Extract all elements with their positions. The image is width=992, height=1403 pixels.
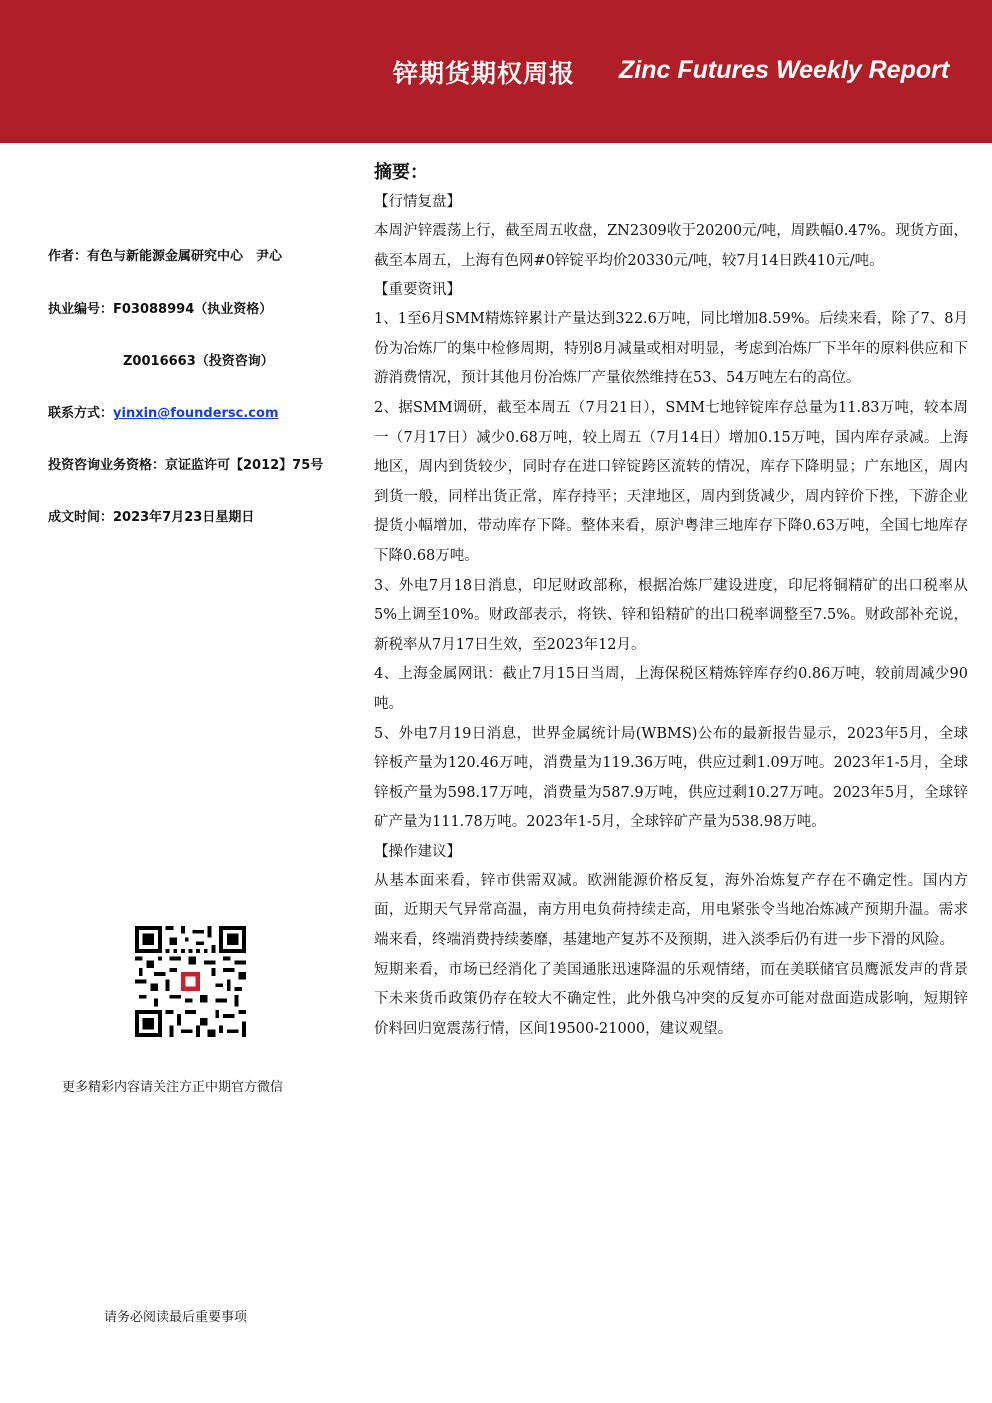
- news-item: 1、1至6月SMM精炼锌累计产量达到322.6万吨，同比增加8.59%。后续来看，除了7、8月份为冶炼厂的集中检修周期，特别8月减量或相对明显，考虑到冶炼厂下半年的原料供应和下游消费情况，预计其他月份冶炼厂产量依然维持在53、54万吨左右的高位。: [374, 311, 968, 387]
- date-line: 成文时间：2023年7月23日星期日: [48, 510, 255, 525]
- license-number-2: Z0016663（投资咨询）: [123, 354, 274, 369]
- contact-line: [48, 402, 279, 421]
- qualification-line: 投资咨询业务资格：京证监许可【2012】75号: [48, 458, 324, 473]
- footer-note: 请务必阅读最后重要事项: [104, 1310, 248, 1325]
- paragraph: 本周沪锌震荡上行，截至周五收盘，ZN2309收于20200元/吨，周跌幅0.47%。现货方面，截至本周五，上海有色网#0锌锭平均价20330元/吨，较7月14日跌410元/吨。: [374, 223, 968, 269]
- news-item: 2、据SMM调研，截至本周五（7月21日），SMM七地锌锭库存总量为11.83万吨，较本周一（7月17日）减少0.68万吨，较上周五（7月14日）增加0.15万吨，国内库存录减。上海地区，周内到货较少，同时存在进口锌锭跨区流转的情况，库存下降明显；广东地区，周内到货一般，同样出货正常，库存持平；天津地区，周内到货减少，周内锌价下挫，下游企业提货小幅增加，带动库存下降。整体来看，原沪粤津三地库存下降0.63万吨，全国七地库存下降0.68万吨。: [374, 399, 968, 564]
- paragraph: 从基本面来看，锌市供需双减。欧洲能源价格反复，海外冶炼复产存在不确定性。国内方面，近期天气异常高温，南方用电负荷持续走高，用电紧张令当地冶炼减产预期升温。需求端来看，终端消费持续萎靡，基建地产复苏不及预期，进入淡季后仍有进一步下滑的风险。: [374, 872, 968, 949]
- paragraph: 短期来看，市场已经消化了美国通胀迅速降温的乐观情绪，而在美联储官员鹰派发声的背景下未来货币政策仍存在较大不确定性，此外俄乌冲突的反复亦可能对盘面造成影响，短期锌价料回归宽震荡行情，区间19500-21000，建议观望。: [374, 961, 968, 1037]
- section-heading-key-news: 【重要资讯】: [374, 282, 461, 299]
- qr-caption: 更多精彩内容请关注方正中期官方微信: [62, 1080, 284, 1095]
- contact-email-link[interactable]: yinxin@foundersc.com: [113, 406, 279, 421]
- summary-title: 摘要：: [374, 162, 428, 183]
- license-number: 执业编号：F03088994（执业资格）: [48, 302, 273, 317]
- header-banner: [0, 0, 992, 143]
- summary-body: [374, 158, 968, 1044]
- news-item: 5、外电7月19日消息，世界金属统计局(WBMS)公布的最新报告显示，2023年5月，全球锌板产量为120.46万吨，消费量为119.36万吨，供应过剩1.09万吨。2023年1-5月，全球锌板产量为598.17万吨，消费量为587.9万吨，供应过剩10.27万吨。2023年5月，全球锌矿产量为111.78万吨。2023年1-5月，全球锌矿产量为538.98万吨。: [374, 725, 968, 831]
- contact-label: 联系方式：: [48, 406, 114, 421]
- wechat-qr-code: [135, 926, 246, 1037]
- author-line: 作者：有色与新能源金属研究中心 尹心: [48, 249, 283, 264]
- section-heading-operation-advice: 【操作建议】: [374, 843, 461, 860]
- news-item: 3、外电7月18日消息，印尼财政部称，根据冶炼厂建设进度，印尼将铜精矿的出口税率从5%上调至10%。财政部表示，将铁、锌和铅精矿的出口税率调整至7.5%。财政部补充说，新税率从7月17日生效，至2023年12月。: [374, 577, 968, 653]
- report-title-en: Zinc Futures Weekly Report: [619, 56, 950, 84]
- news-item: 4、上海金属网讯：截止7月15日当周，上海保税区精炼锌库存约0.86万吨，较前周减少90吨。: [374, 666, 968, 712]
- section-heading-market-review: 【行情复盘】: [374, 194, 461, 210]
- report-title-cn: 锌期货期权周报: [393, 59, 576, 88]
